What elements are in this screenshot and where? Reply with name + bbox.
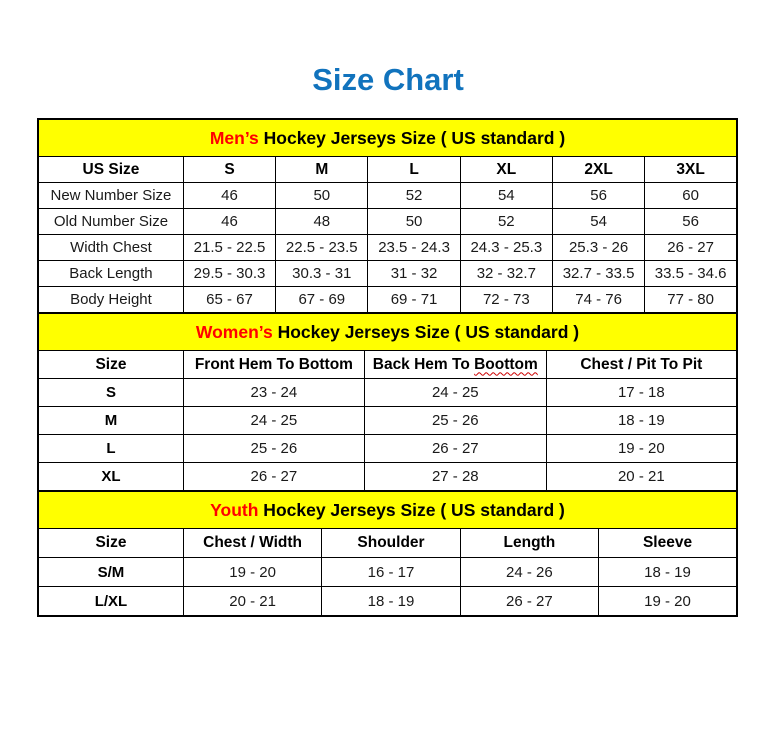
size-value-cell: 25 - 26 [183,435,364,463]
size-value-cell: 23 - 24 [183,379,364,407]
size-value-cell: 30.3 - 31 [276,261,368,287]
column-header: M [276,157,368,183]
row-label: New Number Size [38,183,183,209]
row-label: Body Height [38,287,183,314]
youth-section-title [38,491,737,529]
size-value-cell: 29.5 - 30.3 [183,261,275,287]
size-value-cell: 33.5 - 34.6 [645,261,737,287]
womens-section-title [38,313,737,351]
size-value-cell: 74 - 76 [552,287,644,314]
size-value-cell: 46 [183,209,275,235]
column-header: Size [38,529,183,558]
size-value-cell: 17 - 18 [546,379,737,407]
womens-header-row [38,351,737,379]
size-value-cell: 69 - 71 [368,287,460,314]
size-value-cell: 26 - 27 [364,435,546,463]
column-header [364,351,546,379]
size-value-cell: 32.7 - 33.5 [552,261,644,287]
youth-band-row [38,491,737,529]
table-row [38,558,737,587]
size-value-cell: 19 - 20 [183,558,321,587]
youth-band-highlight: Youth [210,499,259,520]
column-header: Size [38,351,183,379]
column-header: Chest / Width [183,529,321,558]
size-value-cell: 72 - 73 [460,287,552,314]
size-value-cell: 54 [552,209,644,235]
size-value-cell: 25 - 26 [364,407,546,435]
size-value-cell: 48 [276,209,368,235]
size-value-cell: 20 - 21 [183,587,321,617]
column-header: US Size [38,157,183,183]
table-row [38,209,737,235]
size-value-cell: 26 - 27 [460,587,598,617]
table-row [38,435,737,463]
size-value-cell: 21.5 - 22.5 [183,235,275,261]
column-header: Length [460,529,598,558]
size-value-cell: 22.5 - 23.5 [276,235,368,261]
table-row [38,587,737,617]
column-header: S [183,157,275,183]
size-value-cell: 26 - 27 [645,235,737,261]
column-header: Shoulder [322,529,460,558]
mens-band-text: Hockey Jerseys Size ( US standard ) [258,127,566,148]
table-row [38,379,737,407]
size-value-cell: 50 [276,183,368,209]
size-value-cell: 26 - 27 [183,463,364,492]
size-value-cell: 19 - 20 [546,435,737,463]
size-value-cell: 23.5 - 24.3 [368,235,460,261]
size-value-cell: 31 - 32 [368,261,460,287]
size-value-cell: 56 [645,209,737,235]
column-header: 2XL [552,157,644,183]
misspelled-word: Boottom [474,355,538,373]
table-row [38,407,737,435]
mens-header-row [38,157,737,183]
mens-band-highlight: Men’s [209,127,259,148]
row-label: M [38,407,183,435]
column-header: XL [460,157,552,183]
row-label: L/XL [38,587,183,617]
column-header: Front Hem To Bottom [183,351,364,379]
size-value-cell: 24 - 25 [364,379,546,407]
row-label: XL [38,463,183,492]
size-value-cell: 18 - 19 [546,407,737,435]
womens-size-table [37,312,738,492]
size-value-cell: 16 - 17 [322,558,460,587]
size-value-cell: 27 - 28 [364,463,546,492]
table-row [38,183,737,209]
size-value-cell: 25.3 - 26 [552,235,644,261]
column-header: 3XL [645,157,737,183]
row-label: S [38,379,183,407]
page-title: Size Chart [312,62,464,97]
size-value-cell: 24 - 25 [183,407,364,435]
size-value-cell: 54 [460,183,552,209]
size-value-cell: 52 [368,183,460,209]
size-value-cell: 65 - 67 [183,287,275,314]
size-value-cell: 32 - 32.7 [460,261,552,287]
size-value-cell: 67 - 69 [276,287,368,314]
size-chart-tables [37,118,738,617]
table-row [38,235,737,261]
size-value-cell: 60 [645,183,737,209]
column-header: L [368,157,460,183]
table-row [38,287,737,314]
table-row [38,261,737,287]
youth-band-text: Hockey Jerseys Size ( US standard ) [258,499,565,520]
youth-header-row [38,529,737,558]
youth-size-table [37,490,738,617]
size-value-cell: 24 - 26 [460,558,598,587]
row-label: Old Number Size [38,209,183,235]
size-value-cell: 52 [460,209,552,235]
row-label: L [38,435,183,463]
mens-band-row [38,119,737,157]
size-value-cell: 18 - 19 [322,587,460,617]
size-value-cell: 50 [368,209,460,235]
column-header-text: Back Hem To [372,355,475,373]
size-value-cell: 56 [552,183,644,209]
size-value-cell: 77 - 80 [645,287,737,314]
mens-section-title [38,119,737,157]
column-header: Chest / Pit To Pit [546,351,737,379]
size-value-cell: 46 [183,183,275,209]
womens-band-text: Hockey Jerseys Size ( US standard ) [272,321,580,342]
mens-size-table [37,118,738,314]
size-value-cell: 18 - 19 [599,558,737,587]
table-row [38,463,737,492]
row-label: Back Length [38,261,183,287]
womens-band-highlight: Women’s [195,321,273,342]
size-value-cell: 24.3 - 25.3 [460,235,552,261]
column-header: Sleeve [599,529,737,558]
size-value-cell: 19 - 20 [599,587,737,617]
womens-band-row [38,313,737,351]
row-label: S/M [38,558,183,587]
row-label: Width Chest [38,235,183,261]
size-value-cell: 20 - 21 [546,463,737,492]
